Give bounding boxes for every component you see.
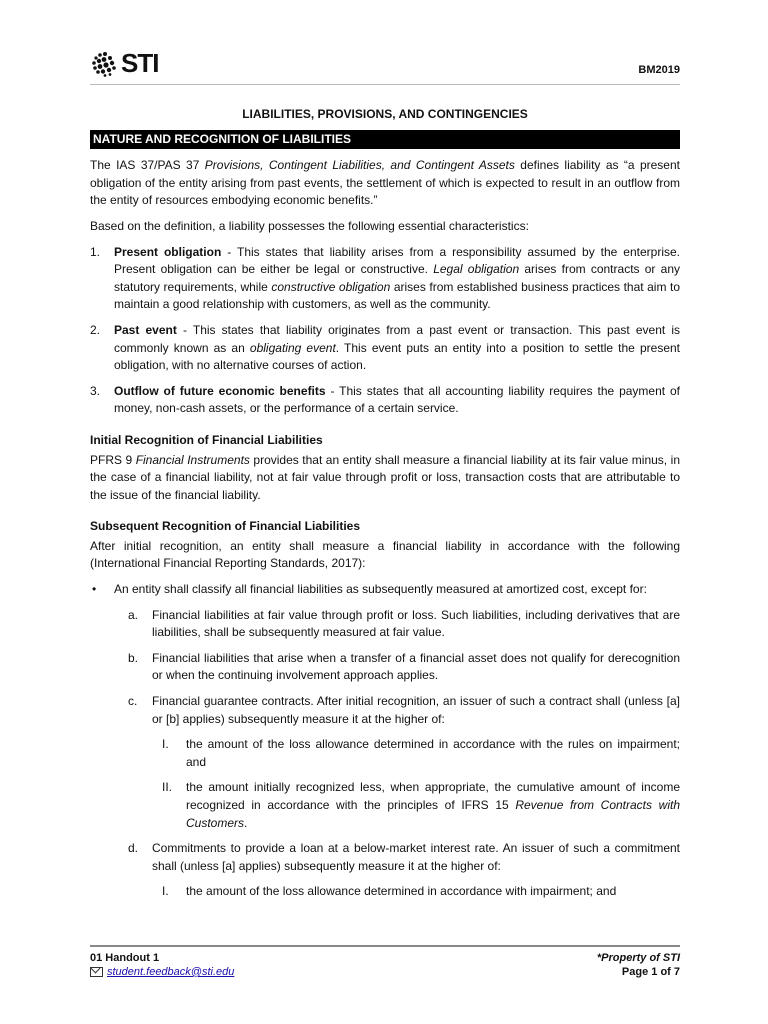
document-code: BM2019 [638, 64, 680, 76]
page-header [90, 44, 680, 85]
list-item [128, 840, 680, 901]
exceptions-list [128, 607, 680, 901]
list-item [128, 693, 680, 832]
footer-right [597, 951, 680, 979]
page-number: Page 1 of 7 [621, 966, 680, 978]
bullet-item [90, 581, 680, 599]
roman-list [162, 883, 680, 901]
paragraph-text: provides that an entity shall measure a financial liability at its fair value minus, in the case of a financial liability, not at fair value through profit or loss, transaction costs that are attributable to the issue of the financial liability. [90, 452, 680, 502]
list-text: - This states that liability arises from a responsibility assumed by the enterprise. Present obligation can be either be legal or constructive. [114, 244, 681, 277]
bullet-icon: • [92, 582, 97, 597]
list-term: Present obligation [114, 244, 222, 259]
standard-title: Revenue from Contracts with Customers [186, 798, 680, 830]
list-text: . [244, 815, 248, 830]
section-heading-bar: NATURE AND RECOGNITION OF LIABILITIES [90, 130, 680, 150]
logo-text: STI [121, 48, 159, 78]
list-number: 3. [90, 383, 101, 398]
subsection-heading-subsequent: Subsequent Recognition of Financial Liabilities [90, 519, 361, 534]
subsection-heading-initial: Initial Recognition of Financial Liabilities [90, 432, 323, 447]
sti-logo [90, 48, 158, 79]
list-text: . This event puts an entity into a position to settle the present obligation, with no alternative courses of action. [114, 340, 680, 373]
list-number: 2. [90, 322, 101, 337]
characteristics-list [90, 244, 680, 418]
feedback-email-link[interactable]: student.feedback@sti.edu [107, 966, 235, 978]
list-text: Financial liabilities that arise when a transfer of a financial asset does not qualify for derecognition or when the continuing involvement approach applies. [152, 650, 680, 683]
list-letter: c. [128, 694, 138, 709]
globe-icon [90, 50, 120, 78]
list-letter: d. [128, 841, 139, 856]
list-number: 1. [90, 244, 101, 259]
list-roman: I. [162, 737, 169, 752]
bullet-text: An entity shall classify all financial liabilities as subsequently measured at amortized cost, except for: [114, 582, 647, 597]
list-roman: II. [162, 780, 173, 795]
intro-definition: defines liability as “a present obligation of the entity arising from past events, the settlement of which is expected to result in an outflow from the entity of resources embodying economic benefits.” [90, 158, 680, 208]
standard-title: Financial Instruments [135, 452, 250, 467]
list-item [162, 779, 680, 832]
list-item [90, 322, 680, 375]
list-term: Outflow of future economic benefits [114, 383, 326, 398]
list-text: Financial guarantee contracts. After initial recognition, an issuer of such a contract shall (unless [a] or [b] applies) subsequently measure it at the higher of: [152, 694, 680, 726]
list-emphasis: Legal obligation [433, 262, 520, 277]
list-text: arises from established business practices that aim to maintain a good relationship with customers, as well as the community. [114, 279, 681, 312]
list-text: the amount initially recognized less, when appropriate, the cumulative amount of income recognized in accordance with the principles of IFRS 15 [186, 780, 680, 812]
list-text: - This states that all accounting liability requires the payment of money, non-cash assets, or the performance of a certain service. [114, 383, 680, 416]
list-text: Commitments to provide a loan at a below-market interest rate. An issuer of such a commitment shall (unless [a] applies) subsequently measure it at the higher of: [152, 841, 680, 873]
list-item [90, 383, 680, 418]
list-item [90, 244, 680, 314]
roman-list [162, 736, 680, 832]
list-text: the amount of the loss allowance determined in accordance with impairment; and [186, 884, 617, 899]
document-body [90, 100, 680, 909]
list-text: arises from contracts or any statutory requirements, while [114, 262, 680, 294]
list-term: Past event [114, 322, 177, 337]
handout-label: 01 Handout 1 [90, 952, 160, 964]
list-text: - This states that liability originates from a past event or transaction. This past event is commonly known as an [114, 322, 681, 355]
characteristics-intro: Based on the definition, a liability possesses the following essential characteristics: [90, 218, 529, 233]
list-emphasis: constructive obligation [271, 279, 391, 294]
footer-left [90, 951, 234, 981]
property-label: *Property of STI [596, 952, 680, 964]
intro-text: The IAS 37/PAS 37 [90, 158, 205, 173]
list-letter: b. [128, 650, 139, 665]
list-roman: I. [162, 884, 169, 899]
list-text: the amount of the loss allowance determined in accordance with the rules on impairment; and [186, 737, 680, 769]
list-item [128, 650, 680, 685]
list-item [162, 883, 680, 901]
list-text: Financial liabilities at fair value through profit or loss. Such liabilities, including derivatives that are liabilities, shall be subsequently measured at fair value. [152, 607, 680, 640]
list-item [162, 736, 680, 771]
paragraph-text: PFRS 9 [90, 452, 136, 467]
footer-email [90, 965, 234, 979]
subsequent-paragraph: After initial recognition, an entity shall measure a financial liability in accordance with the following (International Financial Reporting Standards, 2017): [90, 538, 680, 571]
list-letter: a. [128, 607, 139, 622]
page-footer [90, 945, 680, 978]
envelope-icon [90, 967, 103, 977]
initial-paragraph [90, 452, 680, 505]
intro-standard-title: Provisions, Contingent Liabilities, and Contingent Assets [204, 158, 515, 173]
list-emphasis: obligating event [249, 340, 336, 355]
intro-paragraph [90, 157, 680, 210]
document-title: LIABILITIES, PROVISIONS, AND CONTINGENCIES [242, 107, 528, 121]
list-item [128, 607, 680, 642]
